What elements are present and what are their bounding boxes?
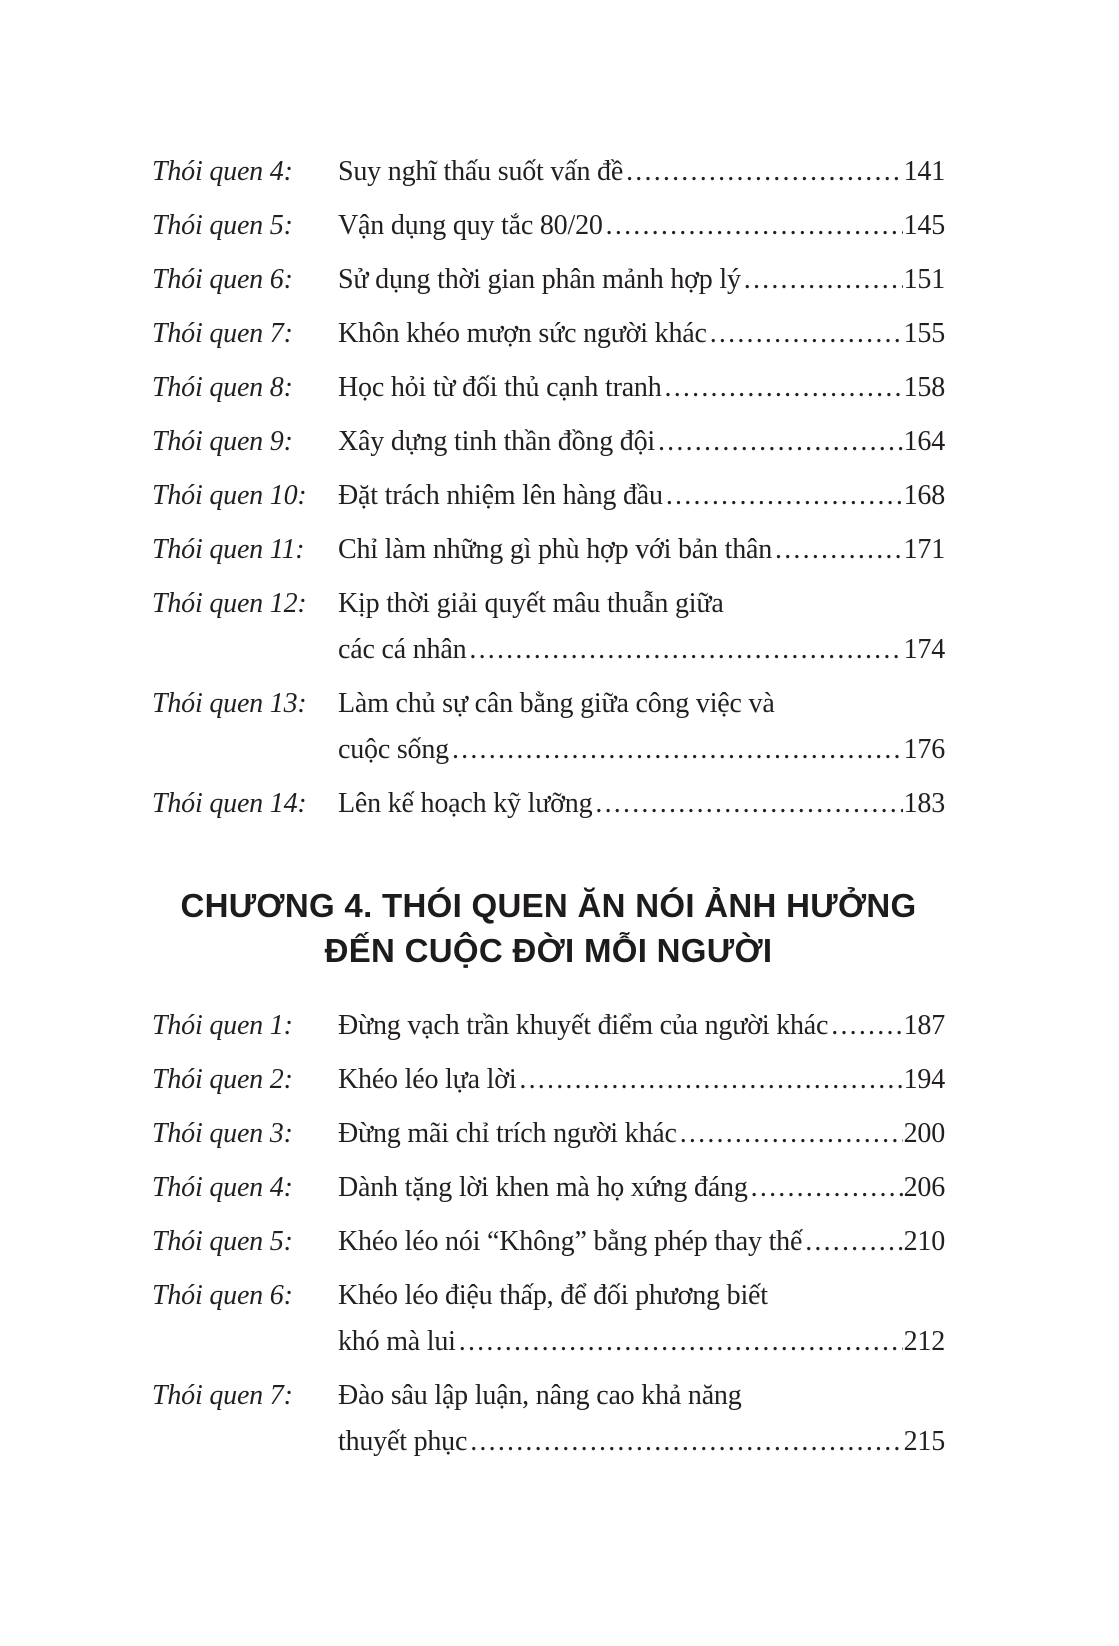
toc-entry — [152, 1225, 945, 1259]
toc-entry-label: Thói quen 4: — [152, 1172, 293, 1203]
toc-entry-line — [338, 1379, 945, 1413]
toc-entry-title: Khéo léo điệu thấp, để đối phương biết — [338, 1280, 768, 1311]
toc-entry — [152, 533, 945, 567]
toc-entry-title-continued: cuộc sống — [338, 734, 449, 765]
toc-entry — [152, 1279, 945, 1359]
toc-entry-body — [338, 1225, 945, 1259]
toc-entry — [152, 479, 945, 513]
toc-entry-label: Thói quen 8: — [152, 372, 293, 403]
toc-entry-title: Dành tặng lời khen mà họ xứng đáng — [338, 1172, 748, 1203]
toc-entry-body — [338, 1009, 945, 1043]
toc-entry-label: Thói quen 11: — [152, 534, 305, 565]
toc-entry — [152, 425, 945, 459]
toc-entry-label: Thói quen 6: — [152, 1280, 293, 1311]
toc-entry-line — [338, 1279, 945, 1313]
toc-entry-label: Thói quen 4: — [152, 156, 293, 187]
toc-entry-title-continued: thuyết phục — [338, 1426, 468, 1457]
toc-entry-line — [338, 1225, 945, 1259]
toc-entry — [152, 1009, 945, 1043]
toc-entry — [152, 687, 945, 767]
toc-entry-label: Thói quen 5: — [152, 1226, 293, 1257]
dot-leader — [626, 155, 903, 189]
dot-leader — [606, 209, 903, 243]
dot-leader — [595, 787, 902, 821]
dot-leader — [831, 1009, 902, 1043]
toc-section-chapter4 — [152, 1009, 945, 1459]
dot-leader — [666, 479, 903, 513]
toc-entry-title: Đừng mãi chỉ trích người khác — [338, 1118, 677, 1149]
toc-entry-body — [338, 1171, 945, 1205]
toc-entry-body — [338, 1117, 945, 1151]
dot-leader — [658, 425, 903, 459]
toc-entry — [152, 1171, 945, 1205]
toc-section-top — [152, 155, 945, 821]
toc-entry-page-number: 206 — [903, 1172, 945, 1203]
toc-entry-line — [338, 317, 945, 351]
toc-entry-page-number: 164 — [903, 426, 945, 457]
toc-entry-line — [338, 263, 945, 297]
toc-entry-page-number: 141 — [903, 156, 945, 187]
toc-entry-body — [338, 1279, 945, 1359]
toc-entry-page-number: 183 — [903, 788, 945, 819]
toc-entry-title-continued: khó mà lui — [338, 1326, 456, 1357]
toc-entry-title: Làm chủ sự cân bằng giữa công việc và — [338, 688, 775, 719]
toc-entry-title: Khéo léo lựa lời — [338, 1064, 517, 1095]
toc-entry-label: Thói quen 7: — [152, 1380, 293, 1411]
chapter-heading-line1: CHƯƠNG 4. THÓI QUEN ĂN NÓI ẢNH HƯỞNG — [180, 887, 917, 924]
toc-entry — [152, 371, 945, 405]
toc-entry-line — [338, 587, 945, 621]
toc-entry-body — [338, 1063, 945, 1097]
toc-entry — [152, 155, 945, 189]
toc-entry-body — [338, 371, 945, 405]
toc-entry-page-number: 171 — [903, 534, 945, 565]
toc-entry-title: Học hỏi từ đối thủ cạnh tranh — [338, 372, 662, 403]
toc-entry-body — [338, 425, 945, 459]
dot-leader — [665, 371, 903, 405]
toc-entry-page-number: 200 — [903, 1118, 945, 1149]
toc-entry-page-number: 176 — [903, 734, 945, 765]
toc-entry-line — [338, 1171, 945, 1205]
toc-entry-page-number: 151 — [903, 264, 945, 295]
toc-entry-page-number: 145 — [903, 210, 945, 241]
toc-entry-label: Thói quen 10: — [152, 480, 307, 511]
toc-entry-line — [338, 1063, 945, 1097]
toc-entry-title: Khéo léo nói “Không” bằng phép thay thế — [338, 1226, 803, 1257]
toc-entry — [152, 317, 945, 351]
dot-leader — [744, 263, 903, 297]
toc-entry-line — [338, 687, 945, 721]
chapter-4-heading — [152, 883, 945, 973]
toc-entry-page-number: 168 — [903, 480, 945, 511]
toc-entry-title: Đừng vạch trần khuyết điểm của người khác — [338, 1010, 829, 1041]
toc-entry-label: Thói quen 12: — [152, 588, 307, 619]
toc-entry-body — [338, 687, 945, 767]
toc-entry-body — [338, 317, 945, 351]
toc-entry-line — [338, 425, 945, 459]
toc-entry-title-continued: các cá nhân — [338, 634, 467, 665]
toc-entry-body — [338, 1379, 945, 1459]
dot-leader — [470, 1425, 902, 1459]
toc-entry-line-continued — [338, 1325, 945, 1359]
dot-leader — [751, 1171, 903, 1205]
toc-entry-body — [338, 209, 945, 243]
toc-entry-page-number: 194 — [903, 1064, 945, 1095]
dot-leader — [459, 1325, 903, 1359]
toc-entry-title: Sử dụng thời gian phân mảnh hợp lý — [338, 264, 741, 295]
toc-entry-line-continued — [338, 1425, 945, 1459]
toc-entry — [152, 1063, 945, 1097]
toc-entry-title: Chỉ làm những gì phù hợp với bản thân — [338, 534, 773, 565]
toc-entry-title: Khôn khéo mượn sức người khác — [338, 318, 707, 349]
toc-entry-page-number: 212 — [903, 1326, 945, 1357]
toc-entry-title: Đào sâu lập luận, nâng cao khả năng — [338, 1380, 742, 1411]
toc-entry-label: Thói quen 13: — [152, 688, 307, 719]
toc-entry-label: Thói quen 14: — [152, 788, 307, 819]
toc-entry-page-number: 210 — [903, 1226, 945, 1257]
dot-leader — [469, 633, 902, 667]
toc-entry-line — [338, 787, 945, 821]
toc-entry-page-number: 174 — [903, 634, 945, 665]
dot-leader — [805, 1225, 902, 1259]
toc-entry — [152, 587, 945, 667]
toc-entry-label: Thói quen 1: — [152, 1010, 293, 1041]
toc-entry-body — [338, 787, 945, 821]
toc-entry-line — [338, 479, 945, 513]
toc-entry-label: Thói quen 2: — [152, 1064, 293, 1095]
toc-entry-title: Kịp thời giải quyết mâu thuẫn giữa — [338, 588, 724, 619]
toc-entry-line — [338, 155, 945, 189]
toc-entry-page-number: 158 — [903, 372, 945, 403]
toc-entry-label: Thói quen 5: — [152, 210, 293, 241]
toc-entry-body — [338, 155, 945, 189]
toc-entry-body — [338, 587, 945, 667]
toc-entry-title: Vận dụng quy tắc 80/20 — [338, 210, 603, 241]
toc-entry-title: Đặt trách nhiệm lên hàng đầu — [338, 480, 663, 511]
toc-entry-line-continued — [338, 733, 945, 767]
toc-entry-label: Thói quen 6: — [152, 264, 293, 295]
toc-entry-body — [338, 263, 945, 297]
toc-entry-title: Suy nghĩ thấu suốt vấn đề — [338, 156, 624, 187]
toc-entry — [152, 263, 945, 297]
dot-leader — [680, 1117, 903, 1151]
dot-leader — [775, 533, 903, 567]
toc-entry — [152, 1379, 945, 1459]
toc-entry — [152, 787, 945, 821]
toc-entry-line — [338, 1117, 945, 1151]
toc-entry-page-number: 187 — [903, 1010, 945, 1041]
chapter-heading-line2: ĐẾN CUỘC ĐỜI MỖI NGƯỜI — [324, 932, 773, 969]
toc-entry-title: Xây dựng tinh thần đồng đội — [338, 426, 655, 457]
toc-entry-line — [338, 371, 945, 405]
toc-entry-body — [338, 533, 945, 567]
dot-leader — [519, 1063, 902, 1097]
toc-entry — [152, 209, 945, 243]
toc-entry-body — [338, 479, 945, 513]
toc-entry — [152, 1117, 945, 1151]
toc-entry-title: Lên kế hoạch kỹ lưỡng — [338, 788, 593, 819]
toc-entry-page-number: 155 — [903, 318, 945, 349]
dot-leader — [710, 317, 903, 351]
dot-leader — [452, 733, 903, 767]
toc-entry-line-continued — [338, 633, 945, 667]
toc-entry-label: Thói quen 3: — [152, 1118, 293, 1149]
toc-entry-line — [338, 533, 945, 567]
toc-entry-line — [338, 1009, 945, 1043]
toc-entry-page-number: 215 — [903, 1426, 945, 1457]
toc-entry-label: Thói quen 7: — [152, 318, 293, 349]
toc-entry-line — [338, 209, 945, 243]
toc-entry-label: Thói quen 9: — [152, 426, 293, 457]
